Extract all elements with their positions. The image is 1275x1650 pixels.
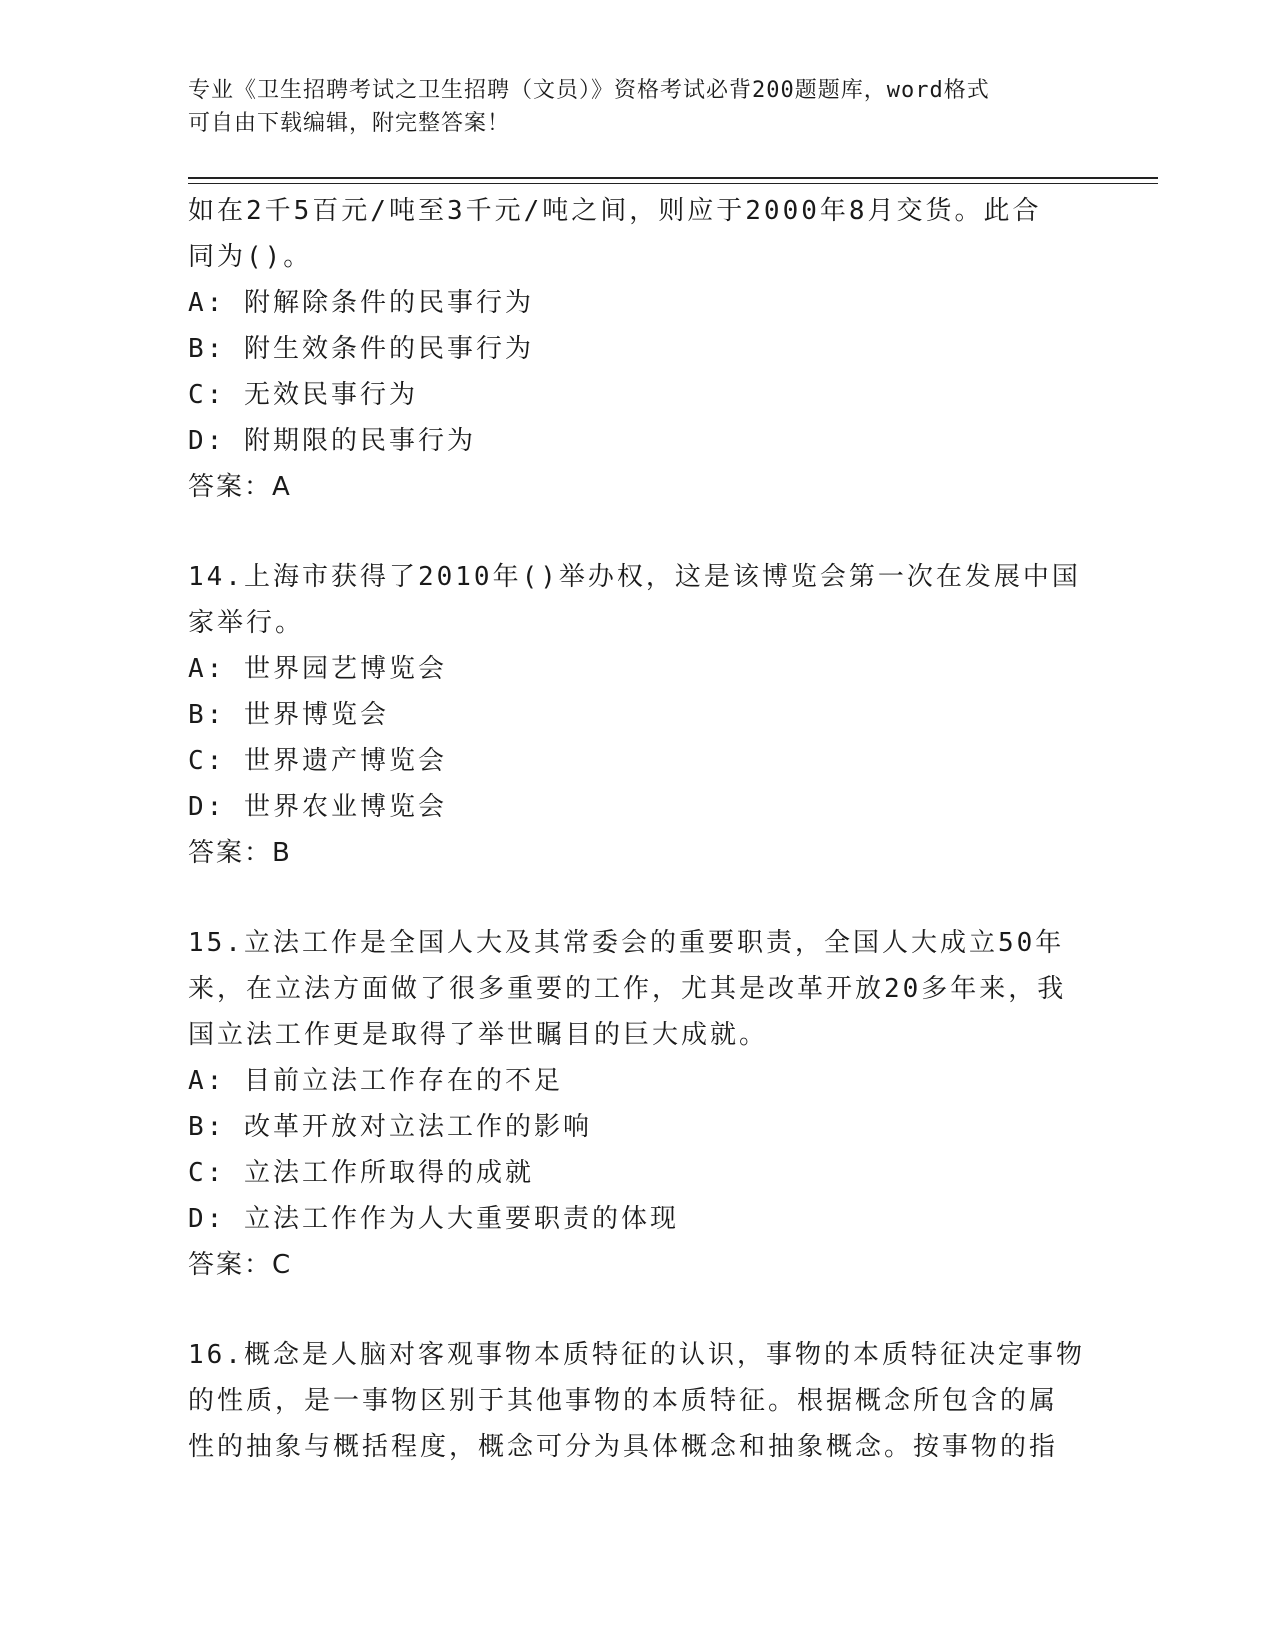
question-stem-line: 16.概念是人脑对客观事物本质特征的认识，事物的本质特征决定事物 — [188, 1340, 1085, 1370]
option-c: C: 世界遗产博览会 — [188, 746, 447, 776]
question-stem-line: 如在2千5百元/吨至3千元/吨之间，则应于2000年8月交货。此合 — [188, 196, 1042, 226]
question-spacer — [188, 510, 1088, 554]
document-header — [188, 74, 1088, 140]
header-title-line-2: 可自由下载编辑，附完整答案！ — [188, 111, 511, 136]
question-stem-line: 国立法工作更是取得了举世瞩目的巨大成就。 — [188, 1020, 769, 1050]
option-b: B: 世界博览会 — [188, 700, 389, 730]
question-spacer — [188, 876, 1088, 920]
question-stem-line: 性的抽象与概括程度，概念可分为具体概念和抽象概念。按事物的指 — [188, 1432, 1059, 1462]
question-15 — [188, 920, 1088, 1288]
question-13 — [188, 188, 1088, 510]
question-stem-line: 家举行。 — [188, 608, 305, 638]
question-14 — [188, 554, 1088, 876]
question-16 — [188, 1332, 1088, 1470]
option-d: D: 附期限的民事行为 — [188, 426, 476, 456]
answer-label: 答案：B — [188, 838, 292, 868]
option-b: B: 附生效条件的民事行为 — [188, 334, 534, 364]
option-b: B: 改革开放对立法工作的影响 — [188, 1112, 592, 1142]
answer-label: 答案：C — [188, 1250, 293, 1280]
option-c: C: 立法工作所取得的成就 — [188, 1158, 534, 1188]
header-title-line-1: 专业《卫生招聘考试之卫生招聘（文员）》资格考试必背200题题库，word格式 — [188, 78, 990, 103]
question-list — [188, 188, 1088, 1470]
option-c: C: 无效民事行为 — [188, 380, 418, 410]
question-stem-line: 15.立法工作是全国人大及其常委会的重要职责，全国人大成立50年 — [188, 928, 1065, 958]
option-a: A: 附解除条件的民事行为 — [188, 288, 534, 318]
header-divider-thick — [188, 177, 1158, 179]
question-spacer — [188, 1288, 1088, 1332]
option-a: A: 目前立法工作存在的不足 — [188, 1066, 563, 1096]
question-stem-line: 的性质，是一事物区别于其他事物的本质特征。根据概念所包含的属 — [188, 1386, 1059, 1416]
question-stem-line: 14.上海市获得了2010年()举办权，这是该博览会第一次在发展中国 — [188, 562, 1081, 592]
option-d: D: 立法工作作为人大重要职责的体现 — [188, 1204, 679, 1234]
answer-label: 答案：A — [188, 472, 292, 502]
option-d: D: 世界农业博览会 — [188, 792, 447, 822]
question-stem-line: 同为()。 — [188, 242, 313, 272]
header-divider-thin — [188, 183, 1158, 184]
option-a: A: 世界园艺博览会 — [188, 654, 447, 684]
question-stem-line: 来，在立法方面做了很多重要的工作，尤其是改革开放20多年来，我 — [188, 974, 1067, 1004]
